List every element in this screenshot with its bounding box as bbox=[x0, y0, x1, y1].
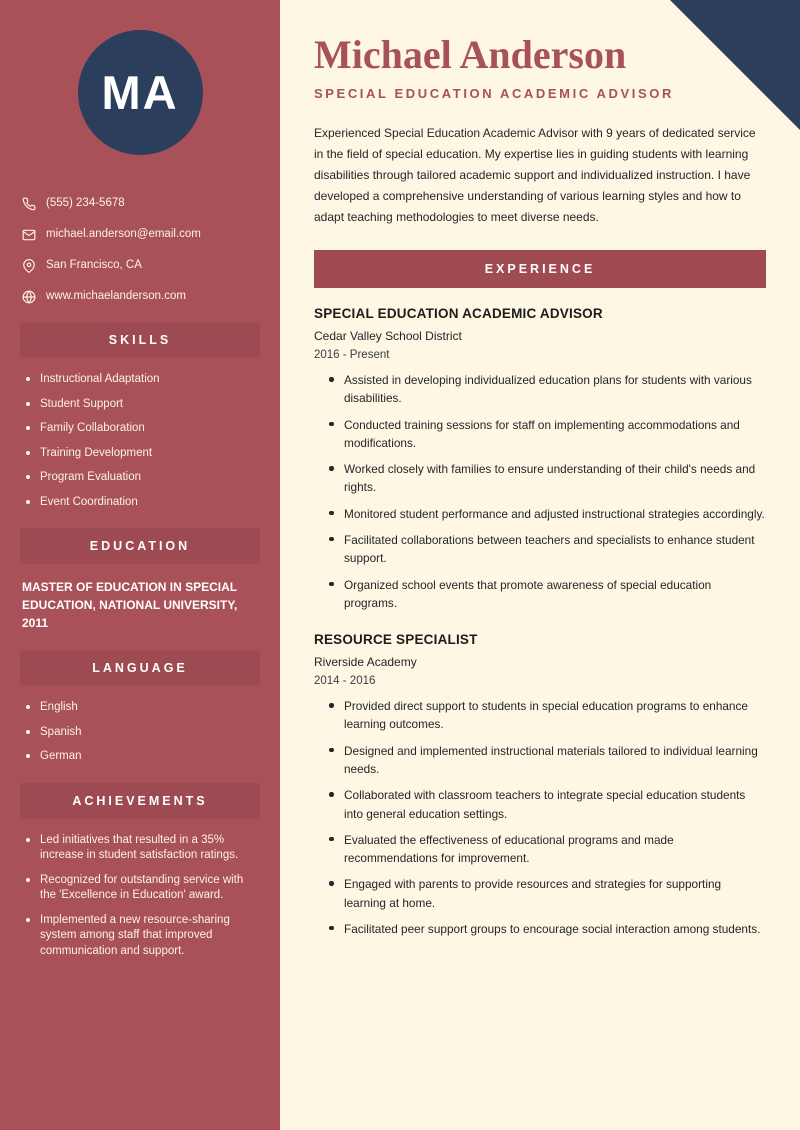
contact-website-text: www.michaelanderson.com bbox=[46, 290, 186, 303]
professional-summary: Experienced Special Education Academic Advisor with 9 years of dedicated service in the field of special education. My expertise lies in guiding students with learning disabilities through tailored academic support and individualized instruction. I have developed a comprehensive understanding of various learning styles and how to adapt teaching methodologies to meet diverse needs. bbox=[314, 126, 756, 224]
section-heading-education: EDUCATION bbox=[20, 528, 260, 564]
contact-item-phone bbox=[22, 197, 258, 211]
job-responsibilities bbox=[314, 371, 766, 612]
job-dates: 2016 - Present bbox=[314, 349, 390, 361]
avatar-container bbox=[20, 30, 260, 155]
list-item: Designed and implemented instructional materials tailored to individual learning needs. bbox=[328, 742, 766, 779]
list-item: Organized school events that promote awareness of special education programs. bbox=[328, 576, 766, 613]
sidebar bbox=[0, 0, 280, 1130]
section-heading-achievements: ACHIEVEMENTS bbox=[20, 783, 260, 819]
list-item: Recognized for outstanding service with the 'Excellence in Education' award. bbox=[24, 873, 260, 904]
achievements-list bbox=[20, 833, 260, 960]
list-item: Spanish bbox=[24, 725, 260, 741]
list-item: German bbox=[24, 749, 260, 765]
job-responsibilities bbox=[314, 697, 766, 938]
job-dates: 2014 - 2016 bbox=[314, 675, 376, 688]
list-item: Training Development bbox=[24, 446, 260, 462]
contact-item-email bbox=[22, 228, 258, 242]
contact-item-location bbox=[22, 259, 258, 273]
main-content bbox=[280, 0, 800, 1130]
job-company: Cedar Valley School District bbox=[314, 329, 462, 343]
location-pin-icon bbox=[22, 259, 46, 273]
experience-entry-1 bbox=[314, 306, 766, 612]
list-item: Engaged with parents to provide resources and strategies for supporting learning at home. bbox=[328, 875, 766, 912]
list-item: Facilitated peer support groups to encourage social interaction among students. bbox=[328, 920, 766, 938]
list-item: Implemented a new resource-sharing system among staff that improved communication and support. bbox=[24, 913, 260, 960]
experience-entry-2 bbox=[314, 632, 766, 938]
list-item: Student Support bbox=[24, 397, 260, 413]
envelope-icon bbox=[22, 228, 46, 242]
contact-location-text: San Francisco, CA bbox=[46, 259, 142, 272]
list-item: Facilitated collaborations between teachers and specialists to enhance student support. bbox=[328, 531, 766, 568]
list-item: Monitored student performance and adjusted instructional strategies accordingly. bbox=[328, 505, 766, 523]
list-item: Conducted training sessions for staff on implementing accommodations and modifications. bbox=[328, 416, 766, 453]
education-entry: MASTER OF EDUCATION IN SPECIAL EDUCATION, NATIONAL UNIVERSITY, 2011 bbox=[22, 580, 238, 631]
avatar: MA bbox=[78, 30, 203, 155]
list-item: Program Evaluation bbox=[24, 470, 260, 486]
list-item: Led initiatives that resulted in a 35% increase in student satisfaction ratings. bbox=[24, 833, 260, 864]
list-item: Provided direct support to students in special education programs to enhance learning outcomes. bbox=[328, 697, 766, 734]
job-title: RESOURCE SPECIALIST bbox=[314, 632, 478, 648]
list-item: Evaluated the effectiveness of educational programs and made recommendations for improvement. bbox=[328, 831, 766, 868]
section-heading-skills: SKILLS bbox=[20, 322, 260, 358]
list-item: Event Coordination bbox=[24, 495, 260, 511]
job-subtitle: SPECIAL EDUCATION ACADEMIC ADVISOR bbox=[314, 86, 674, 101]
list-item: Worked closely with families to ensure understanding of their child's needs and rights. bbox=[328, 460, 766, 497]
section-heading-language: LANGUAGE bbox=[20, 650, 260, 686]
list-item: English bbox=[24, 700, 260, 716]
section-heading-experience: EXPERIENCE bbox=[314, 250, 766, 288]
job-title: SPECIAL EDUCATION ACADEMIC ADVISOR bbox=[314, 306, 603, 321]
job-company: Riverside Academy bbox=[314, 655, 417, 670]
list-item: Collaborated with classroom teachers to integrate special education students into general education settings. bbox=[328, 786, 766, 823]
phone-icon bbox=[22, 197, 46, 211]
list-item: Instructional Adaptation bbox=[24, 372, 260, 388]
contact-list bbox=[20, 197, 260, 304]
language-list bbox=[20, 700, 260, 765]
page-title: Michael Anderson bbox=[314, 32, 627, 77]
list-item: Assisted in developing individualized education plans for students with various disabilities. bbox=[328, 371, 766, 408]
skills-list bbox=[20, 372, 260, 510]
list-item: Family Collaboration bbox=[24, 421, 260, 437]
contact-item-website bbox=[22, 290, 258, 304]
contact-email-text: michael.anderson@email.com bbox=[46, 228, 201, 241]
contact-phone-text: (555) 234-5678 bbox=[46, 197, 125, 210]
globe-icon bbox=[22, 290, 46, 304]
